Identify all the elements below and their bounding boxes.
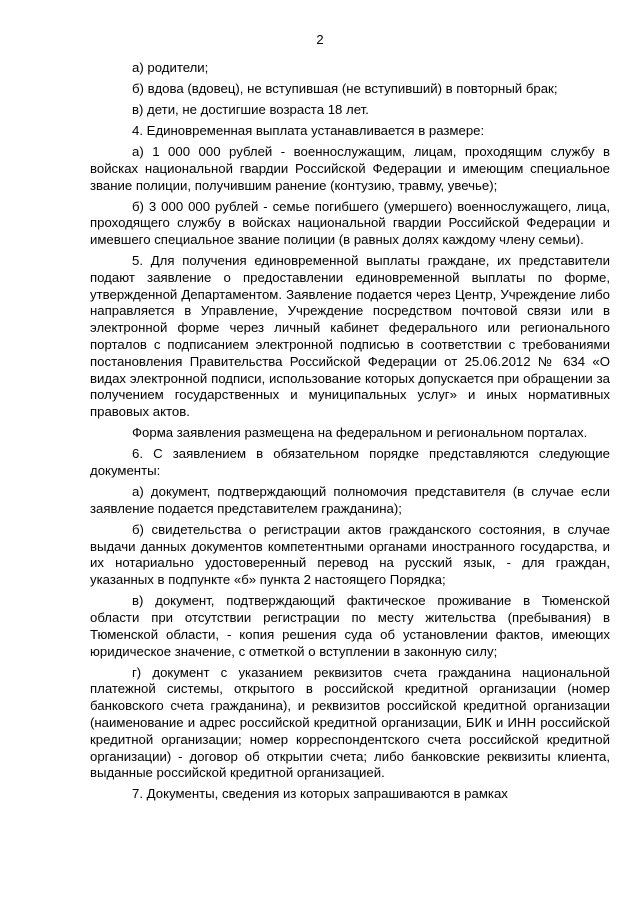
paragraph-item-v-children: в) дети, не достигшие возраста 18 лет. <box>132 101 369 117</box>
paragraph-section-7: 7. Документы, сведения из которых запрашиваются в рамках <box>132 786 508 802</box>
page-number: 2 <box>316 32 324 47</box>
paragraph-section-5: 5. Для получения единовременной выплаты граждане, их представители подают заявление о предоставлении единовременной выплаты по форме, утвержденной Департаментом. Заявление подается через Центр, Учреждение либо направляется в Управление, Учреждение посредством почтовой связи или в электронной форме через личный кабинет федерального или регионального порталов с подписанием электронной подписью в соответствии с требованиями постановления Правительства Российской Федерации от 25.06.2012 № 634 «О видах электронной подписи, использование которых допускается при обращении за получением государственных и муниципальных услуг» и иных нормативных правовых актов. <box>90 253 610 420</box>
paragraph-section-6: 6. С заявлением в обязательном порядке представляются следующие документы: <box>90 446 610 479</box>
paragraph-section-4b: б) 3 000 000 рублей - семье погибшего (умершего) военнослужащего, лица, проходящего службу в войсках национальной гвардии Российской Федерации и имевшего специальное звание полиции (в равных долях каждому члену семьи). <box>90 198 610 248</box>
paragraph-form-location: Форма заявления размещена на федеральном и региональном порталах. <box>132 425 588 441</box>
document-body <box>90 60 610 807</box>
paragraph-section-6a: а) документ, подтверждающий полномочия представителя (в случае если заявление подается представителем гражданина); <box>90 484 610 516</box>
paragraph-section-4: 4. Единовременная выплата устанавливается в размере: <box>132 122 485 138</box>
paragraph-item-b-widow: б) вдова (вдовец), не вступившая (не вступивший) в повторный брак; <box>132 80 558 96</box>
paragraph-section-6v: в) документ, подтверждающий фактическое проживание в Тюменской области при отсутствии регистрации по месту жительства (пребывания) в Тюменской области, - копия решения суда об установлении фактов, имеющих юридическое значение, с отметкой о вступлении в законную силу; <box>90 593 610 659</box>
paragraph-section-4a: а) 1 000 000 рублей - военнослужащим, лицам, проходящим службу в войсках национальной гвардии Российской Федерации и имеющим специальное звание полиции, получившим ранение (контузию, травму, увечье); <box>90 143 610 193</box>
paragraph-section-6g: г) документ с указанием реквизитов счета гражданина национальной платежной системы, открытого в российской кредитной организации (номер банковского счета гражданина), и реквизитов российской кредитной организации (наименование и адрес российской кредитной организации, БИК и ИНН российской кредитной организации; номер корреспондентского счета российской кредитной организации) - договор об открытии счета; либо банковские реквизиты клиента, выданные российской кредитной организацией. <box>90 664 610 781</box>
paragraph-section-6b: б) свидетельства о регистрации актов гражданского состояния, в случае выдачи данных документов компетентными органами иностранного государства, и их нотариально удостоверенный перевод на русский язык, - для граждан, указанных в подпункте «б» пункта 2 настоящего Порядка; <box>90 521 610 588</box>
paragraph-item-a-parents: а) родители; <box>132 60 209 75</box>
